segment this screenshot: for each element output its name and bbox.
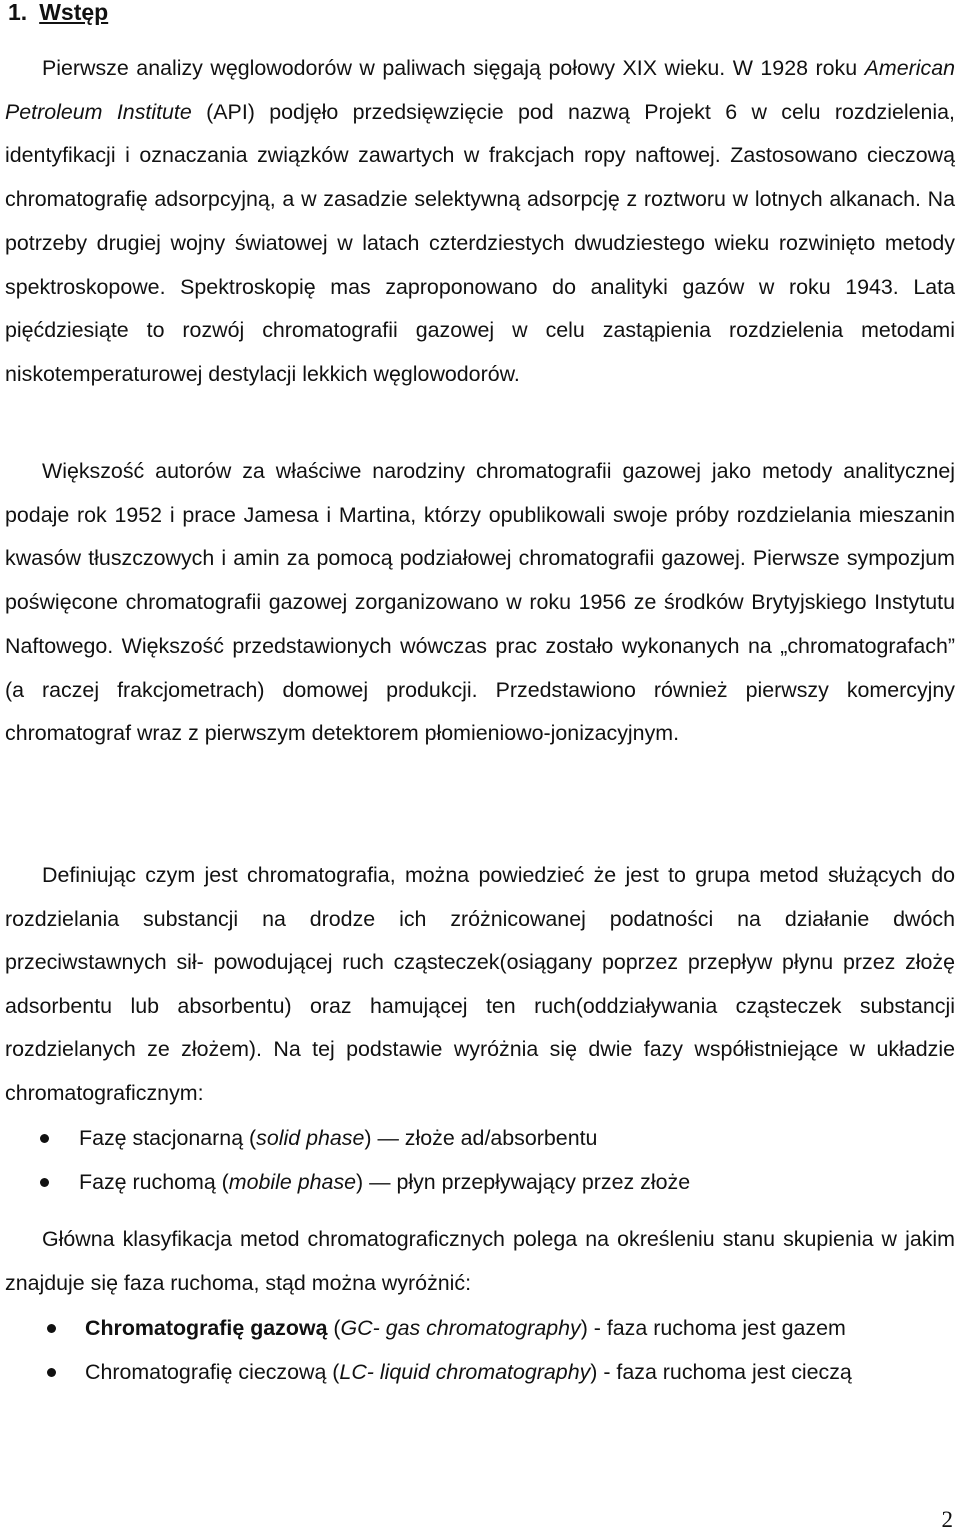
paragraph-text: Większość autorów za właściwe narodziny chromatografii gazowej jako metody analitycznej podaje rok 1952 i prace Jamesa i Martina, którzy opublikowali swoje próby rozdzielania mieszanin kwasów tłuszczowych i amin za pomocą podziałowej chromatografii gazowej. Pierwsze sympozjum poświęcone chromatografii gazowej zorganizowano w roku 1956 ze środków Brytyjskiego Instytutu Naftowego. Większość przedstawionych wówczas prac zostało wykonanych na „chromatografach” (a raczej frakcjometrach) domowej produkcji. Przedstawiono również pierwszy komercyjny chromatograf wraz z pierwszym detektorem płomieniowo-jonizacyjnym. (5, 459, 955, 746)
list-item: Chromatografię cieczową (LC- liquid chromatography) - faza ruchoma jest cieczą (0, 1350, 955, 1394)
list-item: Fazę stacjonarną (solid phase) — złoże ad/absorbentu (0, 1116, 955, 1160)
list-item: Fazę ruchomą (mobile phase) — płyn przepływający przez złoże (0, 1160, 955, 1204)
paragraph-history (5, 47, 955, 397)
bullet-icon (40, 1178, 49, 1187)
section-heading (8, 0, 108, 28)
phases-list (0, 1116, 955, 1204)
section-title: Wstęp (39, 0, 109, 25)
paragraph-text: Główna klasyfikacja metod chromatograficznych polega na określeniu stanu skupienia w jakim znajduje się faza ruchoma, stąd można wyróżnić: (5, 1227, 955, 1295)
section-number: 1. (8, 0, 28, 25)
page-number: 2 (941, 1507, 953, 1532)
paragraph-text: Definiując czym jest chromatografia, można powiedzieć że jest to grupa metod służących do rozdzielania substancji na drodze ich zróżnicowanej podatności na działanie dwóch przeciwstawnych sił- powodującej ruch cząsteczek(osiągany poprzez przepływ płynu przez złożę adsorbentu lub absorbentu) oraz hamującej ten ruch(oddziaływania cząsteczek substancji rozdzielanych ze złożem). Na tej podstawie wyróżnia się dwie fazy współistniejące w układzie chromatograficznym: (5, 863, 955, 1105)
paragraph-text: Pierwsze analizy węglowodorów w paliwach sięgają połowy XIX wieku. W 1928 roku (42, 56, 865, 80)
paragraph-gc-origins (5, 450, 955, 756)
classification-list (0, 1306, 955, 1394)
api-name: American Petroleum Institute (5, 56, 955, 124)
paragraph-definition (5, 854, 955, 1116)
bullet-icon (47, 1324, 56, 1333)
bullet-icon (40, 1134, 49, 1143)
paragraph-classification (5, 1218, 955, 1305)
list-item: Chromatografię gazową (GC- gas chromatography) - faza ruchoma jest gazem (0, 1306, 955, 1350)
bullet-icon (47, 1368, 56, 1377)
paragraph-text: (API) podjęło przedsięwzięcie pod nazwą Projekt 6 w celu rozdzielenia, identyfikacji i oznaczania związków zawartych w frakcjach ropy naftowej. Zastosowano cieczową chromatografię adsorpcyjną, a w zasadzie selektywną adsorpcję z roztworu w lotnych alkanach. Na potrzeby drugiej wojny światowej w latach czterdziestych dwudziestego wieku rozwinięto metody spektroskopowe. Spektroskopię mas zaproponowano do analityki gazów w roku 1943. Lata pięćdziesiąte to rozwój chromatografii gazowej w celu zastąpienia rozdzielenia metodami niskotemperaturowej destylacji lekkich węglowodorów. (5, 99, 956, 386)
